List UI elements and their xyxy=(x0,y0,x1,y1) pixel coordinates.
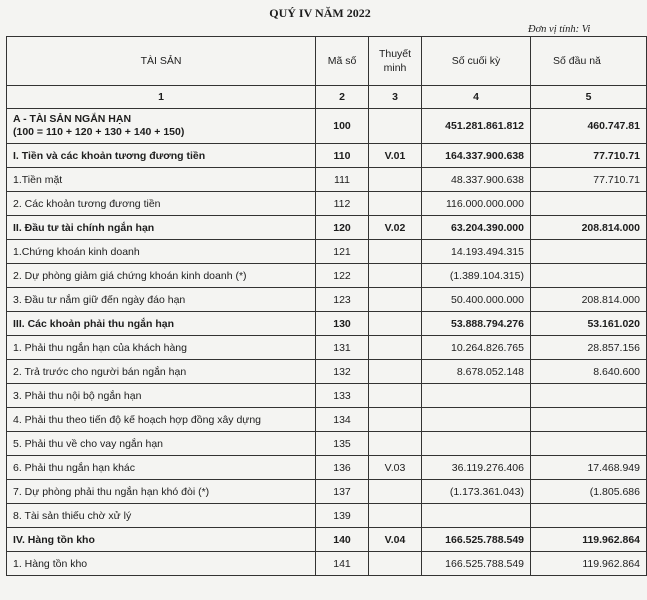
asset-name-cell xyxy=(7,109,316,144)
table-row xyxy=(7,504,647,528)
asset-name-cell: II. Đầu tư tài chính ngắn hạn xyxy=(7,216,316,240)
header-row xyxy=(7,37,647,86)
end-balance-cell: 116.000.000.000 xyxy=(422,192,531,216)
begin-balance-cell xyxy=(531,384,647,408)
col-number: 2 xyxy=(316,86,369,109)
end-balance-cell: 14.193.494.315 xyxy=(422,240,531,264)
begin-balance-cell: 460.747.81 xyxy=(531,109,647,144)
asset-name-cell: I. Tiền và các khoản tương đương tiền xyxy=(7,144,316,168)
note-cell: V.03 xyxy=(369,456,422,480)
asset-name-cell: 1. Phải thu ngắn hạn của khách hàng xyxy=(7,336,316,360)
begin-balance-cell xyxy=(531,408,647,432)
code-cell: 139 xyxy=(316,504,369,528)
table-row xyxy=(7,336,647,360)
begin-balance-cell: 119.962.864 xyxy=(531,552,647,576)
end-balance-cell: 10.264.826.765 xyxy=(422,336,531,360)
asset-formula-line: (100 = 110 + 120 + 130 + 140 + 150) xyxy=(13,126,185,138)
col-number: 3 xyxy=(369,86,422,109)
code-cell: 134 xyxy=(316,408,369,432)
table-row xyxy=(7,288,647,312)
table-row xyxy=(7,552,647,576)
table-row xyxy=(7,456,647,480)
begin-balance-cell: 8.640.600 xyxy=(531,360,647,384)
code-cell: 135 xyxy=(316,432,369,456)
asset-name-cell: 4. Phải thu theo tiến độ kế hoạch hợp đồng xây dựng xyxy=(7,408,316,432)
table-row xyxy=(7,216,647,240)
code-cell: 123 xyxy=(316,288,369,312)
table-row xyxy=(7,480,647,504)
table-row xyxy=(7,109,647,144)
asset-name-cell: 2. Trả trước cho người bán ngắn hạn xyxy=(7,360,316,384)
end-balance-cell: 166.525.788.549 xyxy=(422,552,531,576)
begin-balance-cell xyxy=(531,264,647,288)
balance-sheet-table xyxy=(6,36,647,576)
table-row xyxy=(7,360,647,384)
begin-balance-cell: 208.814.000 xyxy=(531,216,647,240)
table-row xyxy=(7,240,647,264)
end-balance-cell: 50.400.000.000 xyxy=(422,288,531,312)
begin-balance-cell xyxy=(531,504,647,528)
col-header-note: Thuyết minh xyxy=(369,37,422,86)
note-cell xyxy=(369,109,422,144)
table-row xyxy=(7,312,647,336)
asset-name-cell: 1.Tiền mặt xyxy=(7,168,316,192)
code-cell: 121 xyxy=(316,240,369,264)
asset-name-cell: 8. Tài sản thiếu chờ xử lý xyxy=(7,504,316,528)
note-cell xyxy=(369,312,422,336)
col-header-code: Mã số xyxy=(316,37,369,86)
code-cell: 136 xyxy=(316,456,369,480)
asset-name-cell: 5. Phải thu về cho vay ngắn hạn xyxy=(7,432,316,456)
begin-balance-cell xyxy=(531,192,647,216)
code-cell: 137 xyxy=(316,480,369,504)
code-cell: 133 xyxy=(316,384,369,408)
end-balance-cell: 8.678.052.148 xyxy=(422,360,531,384)
code-cell: 130 xyxy=(316,312,369,336)
note-cell xyxy=(369,264,422,288)
begin-balance-cell: (1.805.686 xyxy=(531,480,647,504)
begin-balance-cell: 28.857.156 xyxy=(531,336,647,360)
asset-name-cell: IV. Hàng tồn kho xyxy=(7,528,316,552)
code-cell: 141 xyxy=(316,552,369,576)
col-number: 1 xyxy=(7,86,316,109)
asset-name-cell: 1.Chứng khoán kinh doanh xyxy=(7,240,316,264)
asset-name-cell: 1. Hàng tồn kho xyxy=(7,552,316,576)
code-cell: 131 xyxy=(316,336,369,360)
note-cell: V.01 xyxy=(369,144,422,168)
asset-name-cell: 7. Dự phòng phải thu ngắn hạn khó đòi (*) xyxy=(7,480,316,504)
end-balance-cell: 164.337.900.638 xyxy=(422,144,531,168)
begin-balance-cell xyxy=(531,432,647,456)
end-balance-cell: (1.389.104.315) xyxy=(422,264,531,288)
table-row xyxy=(7,264,647,288)
code-cell: 132 xyxy=(316,360,369,384)
asset-name-cell: 2. Dự phòng giảm giá chứng khoán kinh doanh (*) xyxy=(7,264,316,288)
report-period-title: QUÝ IV NĂM 2022 xyxy=(269,6,371,20)
note-cell xyxy=(369,432,422,456)
table-row xyxy=(7,168,647,192)
begin-balance-cell: 77.710.71 xyxy=(531,144,647,168)
begin-balance-cell: 208.814.000 xyxy=(531,288,647,312)
code-cell: 110 xyxy=(316,144,369,168)
col-number: 5 xyxy=(531,86,647,109)
begin-balance-cell xyxy=(531,240,647,264)
begin-balance-cell: 77.710.71 xyxy=(531,168,647,192)
begin-balance-cell: 119.962.864 xyxy=(531,528,647,552)
note-cell: V.04 xyxy=(369,528,422,552)
note-cell xyxy=(369,360,422,384)
end-balance-cell: 36.119.276.406 xyxy=(422,456,531,480)
note-cell xyxy=(369,480,422,504)
note-cell xyxy=(369,552,422,576)
end-balance-cell: (1.173.361.043) xyxy=(422,480,531,504)
asset-name-cell: III. Các khoản phải thu ngắn hạn xyxy=(7,312,316,336)
table-row xyxy=(7,192,647,216)
asset-name-cell: 6. Phải thu ngắn hạn khác xyxy=(7,456,316,480)
end-balance-cell xyxy=(422,384,531,408)
end-balance-cell: 53.888.794.276 xyxy=(422,312,531,336)
table-row xyxy=(7,384,647,408)
table-row xyxy=(7,528,647,552)
note-cell xyxy=(369,384,422,408)
end-balance-cell xyxy=(422,408,531,432)
end-balance-cell xyxy=(422,504,531,528)
table-body xyxy=(7,109,647,576)
code-cell: 100 xyxy=(316,109,369,144)
note-cell: V.02 xyxy=(369,216,422,240)
end-balance-cell: 451.281.861.812 xyxy=(422,109,531,144)
note-cell xyxy=(369,336,422,360)
note-cell xyxy=(369,288,422,312)
col-header-asset: TÀI SẢN xyxy=(7,37,316,86)
note-cell xyxy=(369,504,422,528)
asset-name-cell: 2. Các khoản tương đương tiền xyxy=(7,192,316,216)
code-cell: 111 xyxy=(316,168,369,192)
end-balance-cell: 48.337.900.638 xyxy=(422,168,531,192)
code-cell: 120 xyxy=(316,216,369,240)
asset-name-line: A - TÀI SẢN NGẮN HẠN xyxy=(13,113,132,125)
end-balance-cell xyxy=(422,432,531,456)
table-row xyxy=(7,408,647,432)
table-row xyxy=(7,432,647,456)
col-header-begin-balance: Số đầu nă xyxy=(531,37,647,86)
asset-name-cell: 3. Phải thu nội bộ ngắn hạn xyxy=(7,384,316,408)
col-header-end-balance: Số cuối kỳ xyxy=(422,37,531,86)
note-cell xyxy=(369,192,422,216)
begin-balance-cell: 17.468.949 xyxy=(531,456,647,480)
column-number-row xyxy=(7,86,647,109)
begin-balance-cell: 53.161.020 xyxy=(531,312,647,336)
table-row xyxy=(7,144,647,168)
code-cell: 112 xyxy=(316,192,369,216)
note-cell xyxy=(369,408,422,432)
code-cell: 140 xyxy=(316,528,369,552)
code-cell: 122 xyxy=(316,264,369,288)
note-cell xyxy=(369,168,422,192)
note-cell xyxy=(369,240,422,264)
end-balance-cell: 166.525.788.549 xyxy=(422,528,531,552)
currency-unit-label: Đơn vị tính: Vi xyxy=(528,24,591,35)
end-balance-cell: 63.204.390.000 xyxy=(422,216,531,240)
asset-name-cell: 3. Đầu tư nắm giữ đến ngày đáo hạn xyxy=(7,288,316,312)
col-number: 4 xyxy=(422,86,531,109)
